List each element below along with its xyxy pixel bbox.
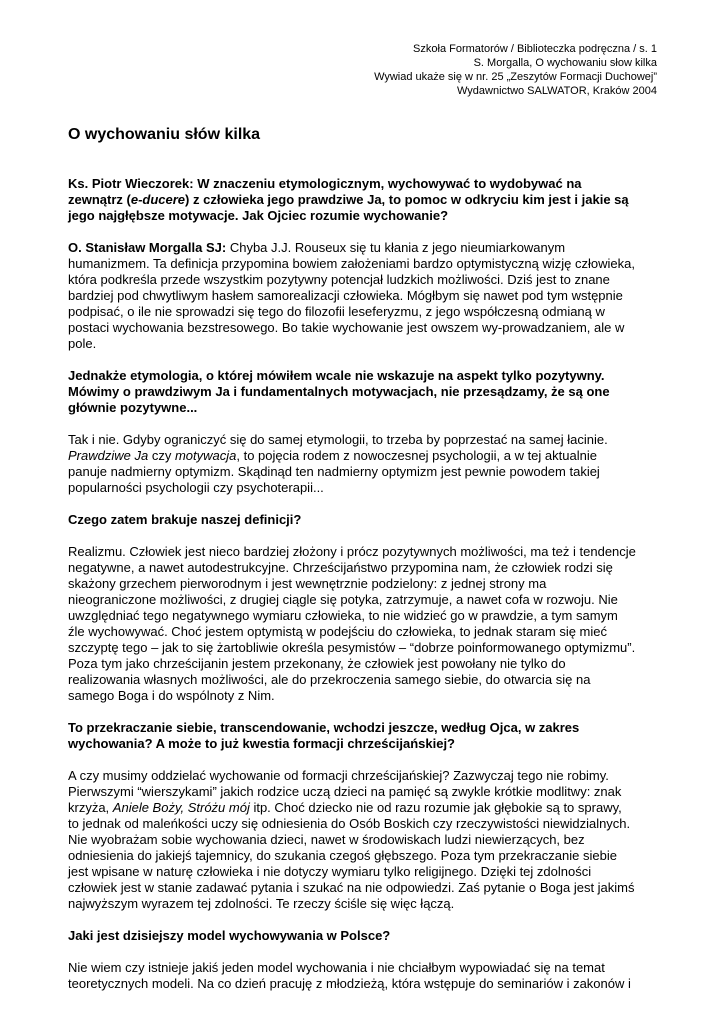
speaker-label: O. Stanisław Morgalla SJ:	[68, 240, 227, 255]
answer-1: O. Stanisław Morgalla SJ: Chyba J.J. Rouseux się tu kłania z jego nieumiarkowanym humanizmem. Ta definicja przypomina bowiem założeniami bardzo optymistyczną wizję człowieka, która podkreśla przede wszystkim pozytywny potencjał ludzkich możliwości. Dziś jest to znane bardziej pod chwytliwym hasłem samorealizacji człowieka. Mógłbym się nawet pod tym wstępnie podpisać, o ile nie sprowadzi się tego do filozofii leseferyzmu, z jego współczesną odmianą w postaci wychowania bezstresowego. Bo takie wychowanie jest owszem wy-prowadzaniem, ale w pole.	[68, 240, 635, 351]
header-line-author: S. Morgalla, O wychowaniu słow kilka	[473, 57, 657, 69]
header-line-series: Szkoła Formatorów / Biblioteczka podręczna / s. 1	[413, 43, 657, 55]
question-2: Jednakże etymologia, o której mówiłem wcale nie wskazuje na aspekt tylko pozytywny. Mówimy o prawdziwym Ja i fundamentalnych motywacjach, nie przesądzamy, że są one głównie pozytywne...	[68, 368, 610, 415]
header-line-publisher: Wydawnictwo SALWATOR, Kraków 2004	[456, 85, 657, 97]
question-3: Czego zatem brakuje naszej definicji?	[68, 512, 302, 527]
answer-2: Tak i nie. Gdyby ograniczyć się do samej etymologii, to trzeba by poprzestać na samej łacinie. Prawdziwe Ja czy motywacja, to pojęcia rodem z nowoczesnej psychologii, a w tej aktualnie panuje nadmierny optymizm. Skądinąd ten nadmierny optymizm jest pewnie powodem takiej popularności psychologii czy psychoterapii...	[68, 432, 608, 495]
header-line-publication: Wywiad ukaże się w nr. 25 „Zeszytów Formacji Duchowej”	[374, 71, 657, 83]
question-1: Ks. Piotr Wieczorek: W znaczeniu etymologicznym, wychowywać to wydobywać na zewnątrz (e-ducere) z człowieka jego prawdziwe Ja, to pomoc w odkryciu kim jest i jakie są jego najgłębsze motywacje. Jak Ojciec rozumie wychowanie?	[68, 176, 629, 223]
question-4: To przekraczanie siebie, transcendowanie, wchodzi jeszcze, według Ojca, w zakres wychowania? A może to już kwestia formacji chrześcijańskiej?	[68, 720, 580, 751]
answer-3: Realizmu. Człowiek jest nieco bardziej złożony i prócz pozytywnych możliwości, ma też i tendencje negatywne, a nawet autodestrukcyjne. Chrześcijaństwo przypomina nam, że człowiek rodzi się skażony grzechem pierworodnym i jest wewnętrznie podzielony: z jednej strony ma nieograniczone możliwości, z drugiej ciągle się potyka, zatrzymuje, a nawet cofa w rozwoju. Nie uwzględniać tego negatywnego wymiaru człowieka, to nie widzieć go w prawdzie, a tym samym źle wychowywać. Choć jestem optymistą w podejściu do człowieka, to jednak staram się mieć szczyptę tego – jak to się żartobliwie określa pesymistów – “dobrze poinformowanego optymizmu”. Poza tym jako chrześcijanin jestem przekonany, że człowiek jest powołany nie tylko do realizowania własnych możliwości, ale do przekroczenia samego siebie, do otwarcia się na samego Boga i do wspólnoty z Nim.	[68, 544, 636, 703]
answer-4: A czy musimy oddzielać wychowanie od formacji chrześcijańskiej? Zazwyczaj tego nie robimy. Pierwszymi “wierszykami” jakich rodzice uczą dzieci na pamięć są zwykle krótkie modlitwy: znak krzyża, Aniele Boży, Stróżu mój itp. Choć dziecko nie od razu rozumie jak głębokie są to sprawy, to jednak od maleńkości uczy się odniesienia do Osób Boskich czy rzeczywistości niewidzialnych. Nie wyobrażam sobie wychowania dzieci, nawet w środowiskach ludzi niewierzących, bez odniesienia do jakiejś tajemnicy, do szukania czegoś głębszego. Poza tym przekraczanie siebie jest wpisane w naturę człowieka i nie dotyczy wymiaru tylko religijnego. Dzięki tej zdolności człowiek jest w stanie zadawać pytania i szukać na nie odpowiedzi. Zaś pytanie o Boga jest jakimś najwyższym wyrazem tej zdolności. Te rzeczy ściśle się więc łączą.	[68, 768, 635, 911]
page-header	[374, 42, 657, 98]
interview-body	[68, 176, 660, 1008]
question-5: Jaki jest dzisiejszy model wychowywania w Polsce?	[68, 928, 391, 943]
document-title: O wychowaniu słów kilka	[68, 126, 261, 143]
answer-5: Nie wiem czy istnieje jakiś jeden model wychowania i nie chciałbym wypowiadać się na temat teoretycznych modeli. Na co dzień pracuję z młodzieżą, która wstępuje do seminariów i zakonów i	[68, 960, 631, 991]
